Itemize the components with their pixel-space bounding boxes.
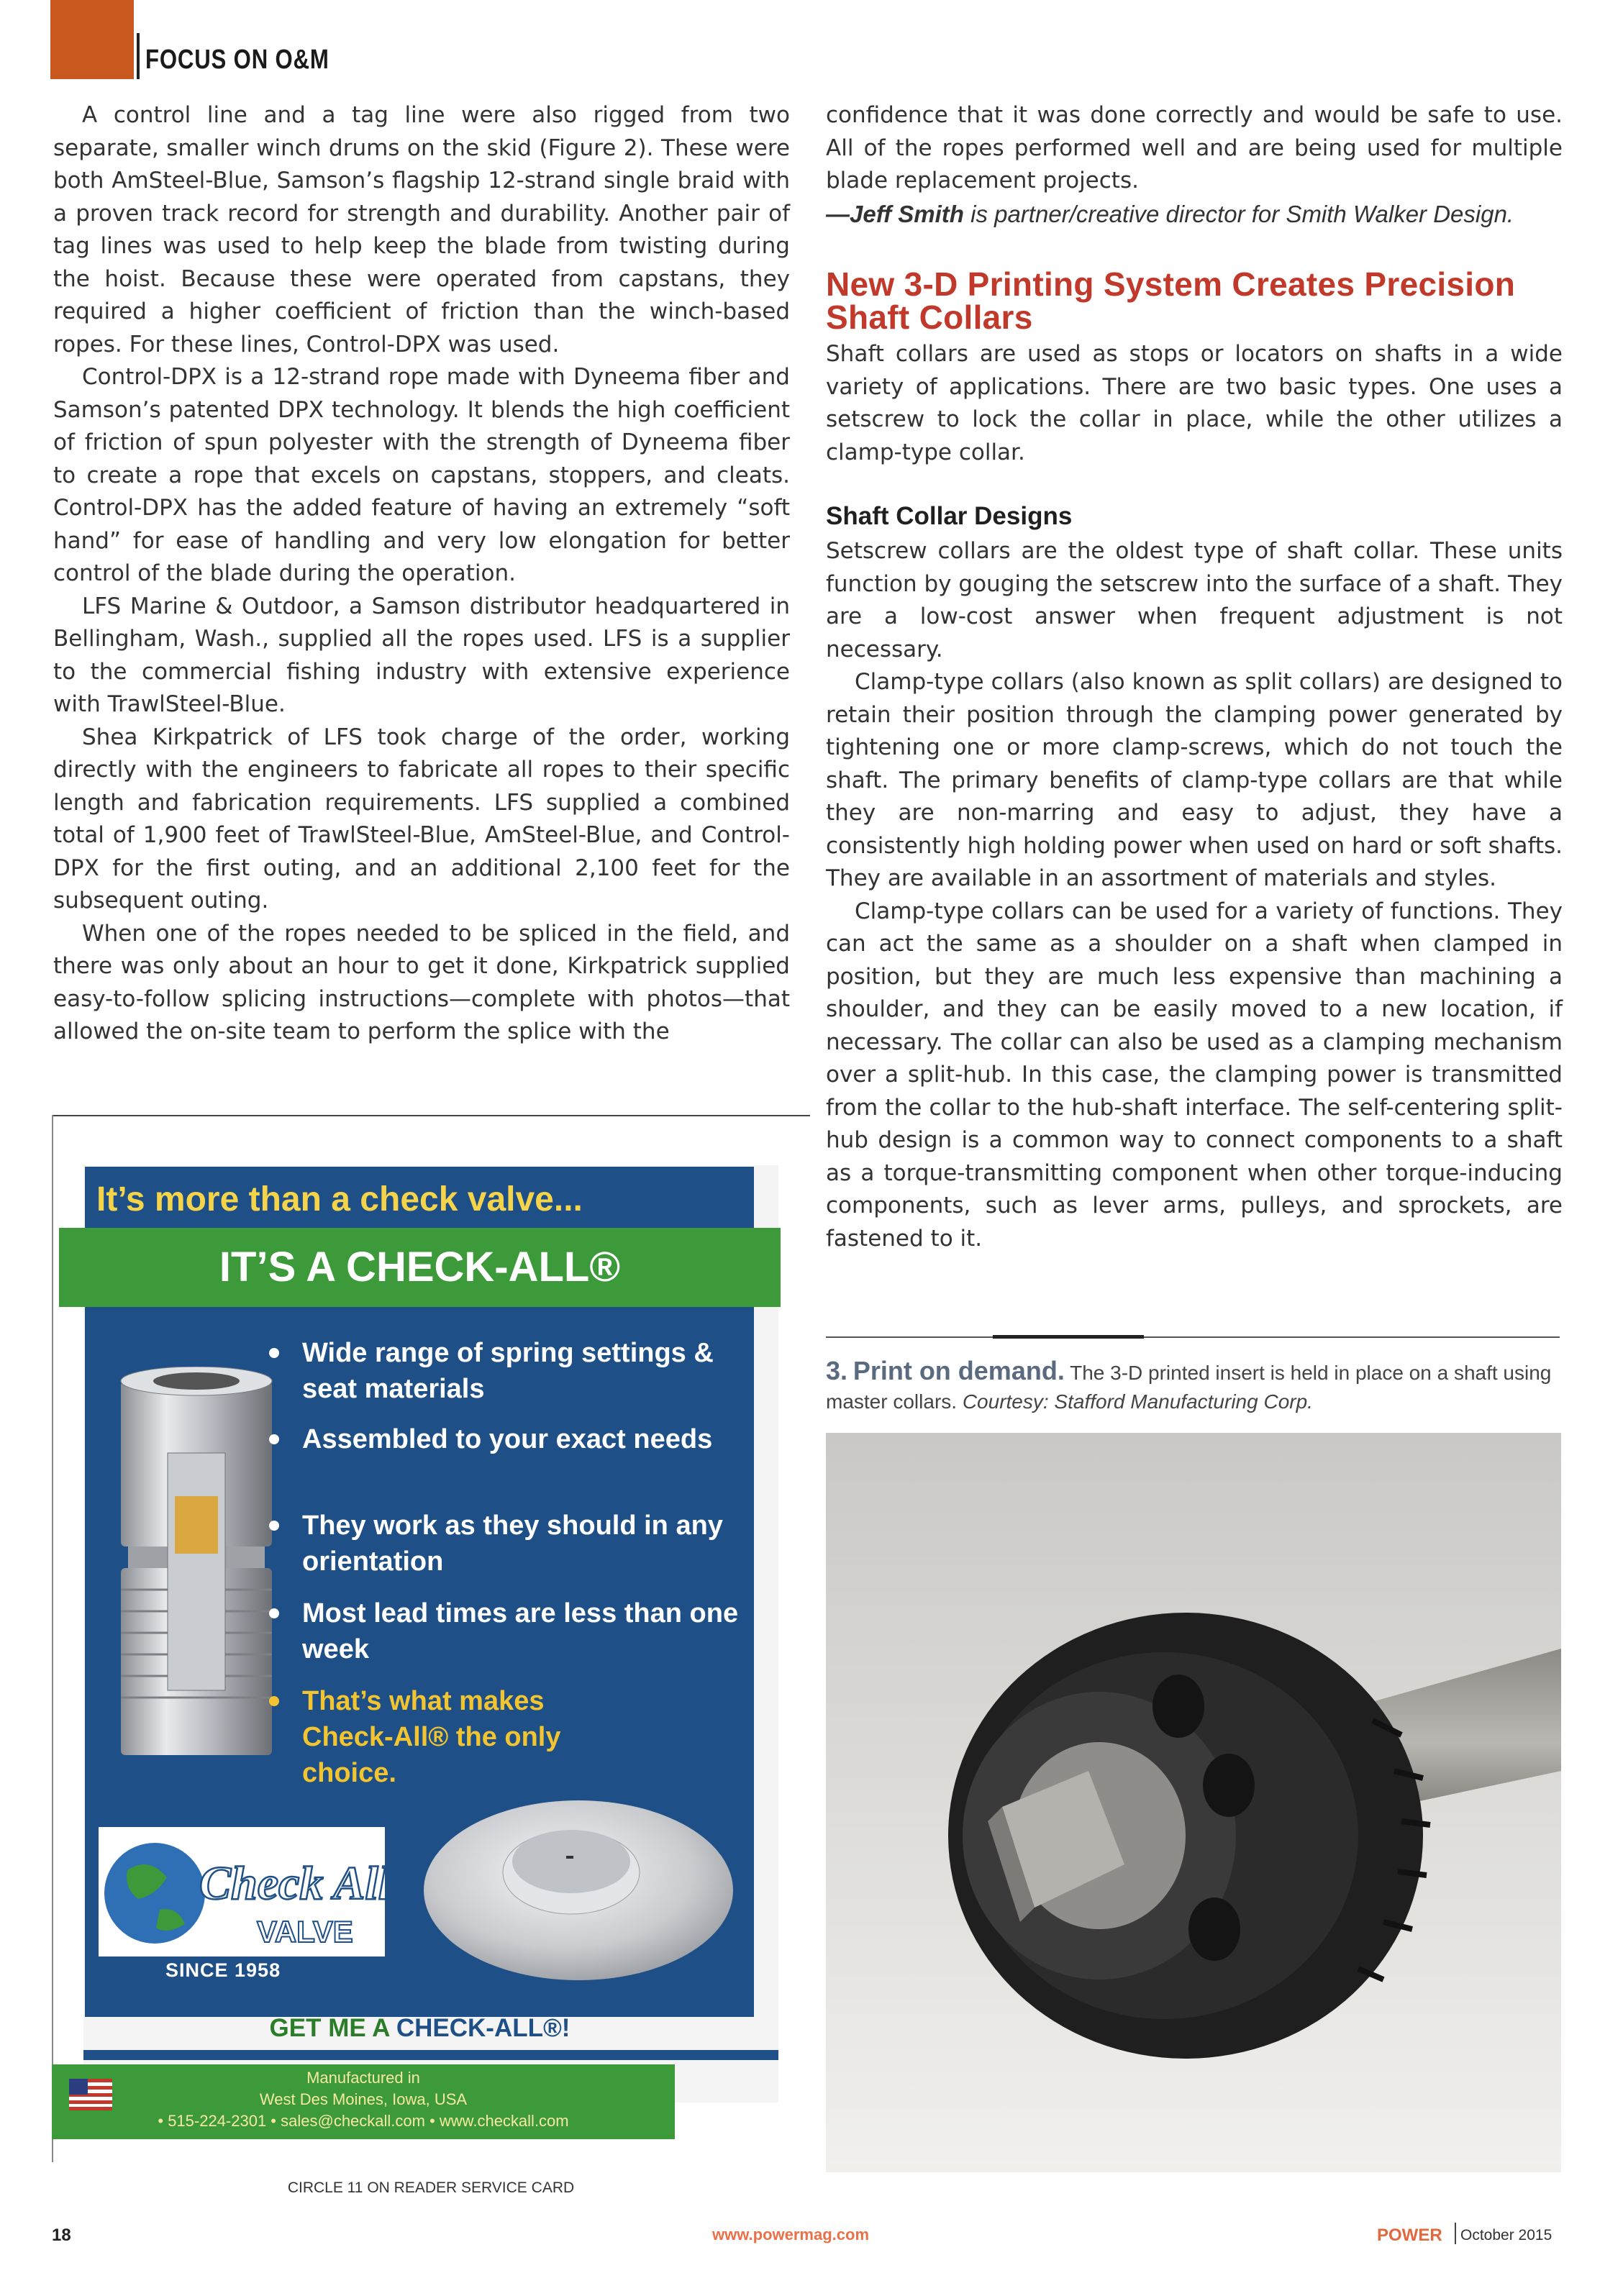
author-byline xyxy=(826,198,1563,231)
footer-brand: POWER xyxy=(1377,2226,1442,2245)
figure-caption xyxy=(826,1357,1563,1416)
check-valve-illustration xyxy=(99,1367,294,1769)
section-color-bar xyxy=(50,0,134,79)
author-name: —Jeff Smith xyxy=(826,200,964,227)
figure-title: Print on demand. xyxy=(853,1356,1065,1385)
bullet-icon xyxy=(269,1348,279,1358)
footer-url[interactable]: www.powermag.com xyxy=(712,2226,870,2243)
ad-bullet-highlight: That’s what makes Check-All® the only choice. xyxy=(302,1683,619,1791)
ad-headline: It’s more than a check valve... xyxy=(96,1180,583,1218)
ad-contact-line: West Des Moines, Iowa, USA xyxy=(259,2090,468,2108)
globe-icon xyxy=(99,1827,385,1956)
subheading: Shaft Collar Designs xyxy=(826,502,1073,530)
paragraph: A control line and a tag line were also rigged from two separate, smaller winch drums on the skid (Figure 2). These were both AmSteel-Blue, Samson’s flagship 12-strand single braid with a proven track record for strength and durability. Another pair of tag lines was used to help keep the blade from twisting during the hoist. Because these were operated from capstans, they required a higher coefficient of friction than the winch-based ropes. For these lines, Control-DPX was used. xyxy=(53,102,790,357)
article-intro xyxy=(826,338,1563,469)
ad-bullet: Assembled to your exact needs xyxy=(302,1421,748,1457)
figure-rule-accent xyxy=(993,1335,1144,1339)
ad-band-text: IT’S A CHECK-ALL® xyxy=(219,1244,621,1290)
paragraph: Control-DPX is a 12-strand rope made with Dyneema fiber and Samson’s patented DPX technology. It blends the high coefficient of friction of spun polyester with the strength of Dyneema fiber to create a rope that excels on capstans, stoppers, and cleats. Control-DPX has the added feature of having an extremely “soft hand” for ease of handling and very low elongation for better control of the blade during the operation. xyxy=(53,364,790,586)
paragraph: LFS Marine & Outdoor, a Samson distributor headquartered in Bellingham, Wash., supplied all the ropes used. LFS is a supplier to the commercial fishing industry with extensive experience with TrawlSteel-Blue. xyxy=(53,593,790,717)
footer-divider xyxy=(1455,2223,1456,2244)
bullet-icon xyxy=(269,1696,279,1706)
paragraph: confidence that it was done correctly and would be safe to use. All of the ropes performed well and are being used for multiple blade replacement projects. xyxy=(826,102,1563,193)
bullet-icon xyxy=(269,1608,279,1618)
shaft-collar-photo xyxy=(826,1433,1561,2172)
article-title: New 3-D Printing System Creates Precision Shaft Collars xyxy=(826,265,1516,336)
author-role: is partner/creative director for Smith Walker Design. xyxy=(963,200,1514,227)
ad-contact-line: • 515-224-2301 • sales@checkall.com • www.checkall.com xyxy=(158,2112,569,2130)
section-label: FOCUS ON O&M xyxy=(145,45,329,75)
paragraph: Setscrew collars are the oldest type of shaft collar. These units function by gouging the setscrew into the surface of a shaft. They are a low-cost answer when frequent adjustment is not necessary. xyxy=(826,538,1563,662)
figure-rule xyxy=(826,1336,1560,1338)
ad-frame-rule xyxy=(52,1115,53,2162)
footer-date: October 2015 xyxy=(1460,2227,1552,2243)
ad-blue-strip xyxy=(83,2050,778,2060)
figure-caption-text: The 3-D printed insert is held in place on a shaft using master collars. xyxy=(826,1362,1552,1413)
reader-service-note: CIRCLE 11 ON READER SERVICE CARD xyxy=(287,2179,575,2196)
bullet-icon xyxy=(269,1521,279,1531)
ad-call-to-action: GET ME A CHECK-ALL®! xyxy=(269,2014,570,2042)
right-column-top xyxy=(826,99,1563,230)
page-number: 18 xyxy=(52,2226,71,2245)
bullet-icon xyxy=(269,1434,279,1444)
paragraph: Clamp-type collars (also known as split collars) are designed to retain their position through the clamping power generated by tightening one or more clamp-screws, which do not touch the shaft. The primary benefits of clamp-type collars are that while they are non-marring and easy to adjust, they have a consistently high holding power when used on hard or soft shafts. They are available in an assortment of materials and styles. xyxy=(826,669,1563,891)
left-column xyxy=(53,99,790,1049)
ad-bullet: Most lead times are less than one week xyxy=(302,1595,748,1667)
logo-valve: VALVE xyxy=(257,1915,353,1949)
paragraph: Clamp-type collars can be used for a variety of functions. They can act the same as a shoulder on a shaft when clamped in position, but they are much less expensive than machining a shoulder, and they can be easily moved to a new location, if necessary. The collar can also be used as a clamping mechanism over a split-hub. In this case, the clamping power is transmitted from the collar to the hub-shaft interface. The self-centering split-hub design is a common way to connect components to a shaft as a torque-transmitting component when other torque-inducing components, such as lever arms, pulleys, and sprockets, are fastened to it. xyxy=(826,898,1563,1252)
section-divider xyxy=(137,33,140,79)
ad-frame-rule xyxy=(52,1115,810,1116)
right-column-body xyxy=(826,535,1563,1255)
ad-contact-line: Manufactured in xyxy=(306,2069,420,2087)
valve-disc-illustration xyxy=(420,1790,737,1984)
paragraph: Shaft collars are used as stops or locators on shafts in a wide variety of applications. There are two basic types. One uses a setscrew to lock the collar in place, while the other utilizes a clamp-type collar. xyxy=(826,341,1563,465)
figure-credit: Courtesy: Stafford Manufacturing Corp. xyxy=(962,1390,1313,1413)
paragraph: Shea Kirkpatrick of LFS took charge of the order, working directly with the engineers to fabricate all ropes to their specific length and fabrication requirements. LFS supplied a combined total of 1,900 feet of TrawlSteel-Blue, AmSteel-Blue, and Control-DPX for the first outing, and an additional 2,100 feet for the subsequent outing. xyxy=(53,724,790,914)
logo-wordmark: Check All xyxy=(199,1857,385,1910)
ad-bullet: They work as they should in any orientation xyxy=(302,1508,748,1580)
figure-number: 3. xyxy=(826,1356,848,1385)
check-all-logo xyxy=(99,1827,385,1956)
paragraph: When one of the ropes needed to be spliced in the field, and there was only about an hour to get it done, Kirkpatrick supplied easy-to-follow splicing instructions—complete with photos—that allowed the on-site team to perform the splice with the xyxy=(53,920,790,1044)
ad-since: SINCE 1958 xyxy=(165,1959,281,1981)
ad-bullet: Wide range of spring settings & seat materials xyxy=(302,1335,748,1407)
